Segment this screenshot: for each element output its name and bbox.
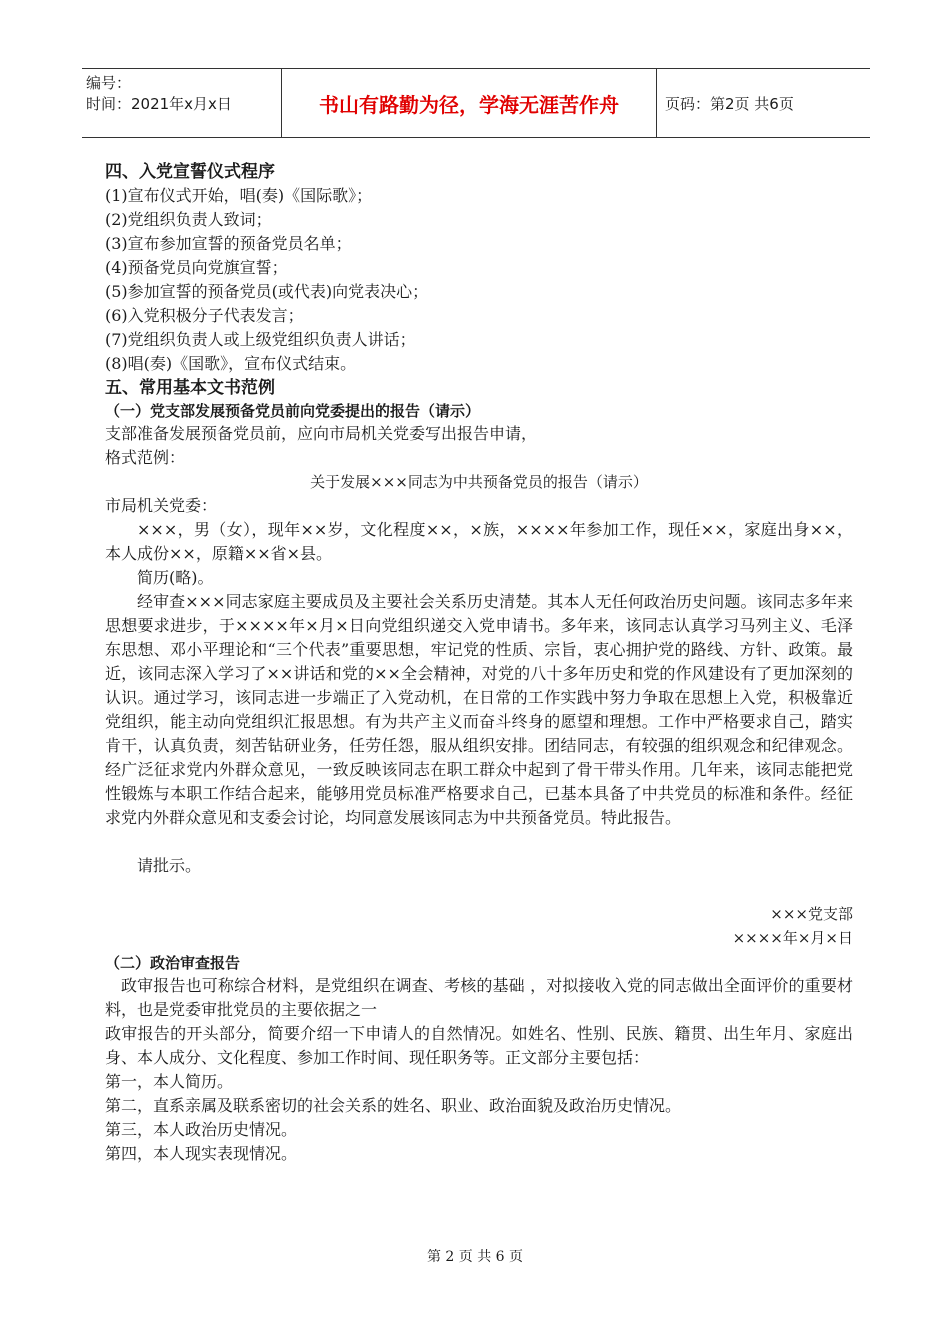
- sub2-paragraph: 政审报告也可称综合材料，是党组织在调查、考核的基础 ，对拟接收入党的同志做出全面评价的重要材料，也是党委审批党员的主要依据之一: [105, 976, 853, 1019]
- sub2-item: 第一，本人简历。: [105, 1072, 234, 1091]
- section4-item: (8)唱(奏)《国歌》，宣布仪式结束。: [105, 354, 357, 373]
- report-paragraph: ×××，男（女），现年××岁，文化程度××，×族，××××年参加工作，现任××，家庭出身××，本人成份××，原籍××省×县。: [105, 520, 853, 563]
- section4-item: (3)宣布参加宣誓的预备党员名单；: [105, 234, 352, 253]
- sub2-item: 第三，本人政治历史情况。: [105, 1120, 298, 1139]
- sub2-title: （二）政治审查报告: [105, 954, 241, 972]
- section4-item: (4)预备党员向党旗宣誓；: [105, 258, 288, 277]
- header-motto: 书山有路勤为径，学海无涯苦作舟: [282, 69, 657, 137]
- report-paragraph: 简历(略)。: [137, 568, 214, 587]
- sub2-item: 第四，本人现实表现情况。: [105, 1144, 298, 1163]
- sub1-title: （一）党支部发展预备党员前向党委提出的报告（请示）: [105, 402, 481, 420]
- sub1-intro-format: 格式范例：: [105, 448, 186, 467]
- section4-item: (7)党组织负责人或上级党组织负责人讲话；: [105, 330, 416, 349]
- sub2-item: 第二，直系亲属及联系密切的社会关系的姓名、职业、政治面貌及政治历史情况。: [105, 1096, 682, 1115]
- section5-title: 五、常用基本文书范例: [105, 378, 275, 398]
- section4-item: (6)入党积极分子代表发言；: [105, 306, 304, 325]
- report-title: 关于发展×××同志为中共预备党员的报告（请示）: [310, 473, 648, 491]
- header-meta: [82, 69, 282, 137]
- report-signature: ×××党支部: [770, 905, 853, 923]
- date-label: 时间：2021年x月x日: [86, 95, 232, 113]
- page-footer: 第 2 页 共 6 页: [426, 1249, 524, 1265]
- section4-title: 四、入党宣誓仪式程序: [105, 162, 275, 182]
- sub2-paragraph: 政审报告的开头部分，简要介绍一下申请人的自然情况。如姓名、性别、民族、籍贯、出生年月、家庭出身、本人成分、文化程度、参加工作时间、现任职务等。正文部分主要包括：: [105, 1024, 853, 1067]
- report-addressee: 市局机关党委：: [105, 496, 218, 515]
- report-request: 请批示。: [137, 856, 202, 875]
- sub1-intro: 支部准备发展预备党员前，应向市局机关党委写出报告申请，: [105, 424, 538, 443]
- header-page-info: 页码：第2页 共6页: [665, 94, 794, 113]
- section4-item: (2)党组织负责人致词；: [105, 210, 272, 229]
- section4-item: (1)宣布仪式开始，唱(奏)《国际歌》；: [105, 186, 373, 205]
- document-body: [105, 160, 853, 1166]
- document-header: [82, 68, 870, 138]
- report-date: ××××年×月×日: [732, 929, 853, 947]
- number-label: 编号：: [86, 74, 132, 92]
- report-paragraph: 经审查×××同志家庭主要成员及主要社会关系历史清楚。其本人无任何政治历史问题。该同志多年来思想要求进步，于××××年×月×日向党组织递交入党申请书。多年来，该同志认真学习马列主义、毛泽东思想、邓小平理论和“三个代表”重要思想，牢记党的性质、宗旨，衷心拥护党的路线、方针、政策。最近，该同志深入学习了××讲话和党的××全会精神，对党的八十多年历史和党的作风建设有了更加深刻的认识。通过学习，该同志进一步端正了入党动机，在日常的工作实践中努力争取在思想上入党，积极靠近党组织，能主动向党组织汇报思想。有为共产主义而奋斗终身的愿望和理想。工作中严格要求自己，踏实肯干，认真负责，刻苦钻研业务，任劳任怨，服从组织安排。团结同志，有较强的组织观念和纪律观念。经广泛征求党内外群众意见，一致反映该同志在职工群众中起到了骨干带头作用。几年来，该同志能把党性锻炼与本职工作结合起来，能够用党员标准严格要求自己，已基本具备了中共党员的标准和条件。经征求党内外群众意见和支委会讨论，均同意发展该同志为中共预备党员。特此报告。: [105, 592, 853, 827]
- section4-item: (5)参加宣誓的预备党员(或代表)向党表决心；: [105, 282, 429, 301]
